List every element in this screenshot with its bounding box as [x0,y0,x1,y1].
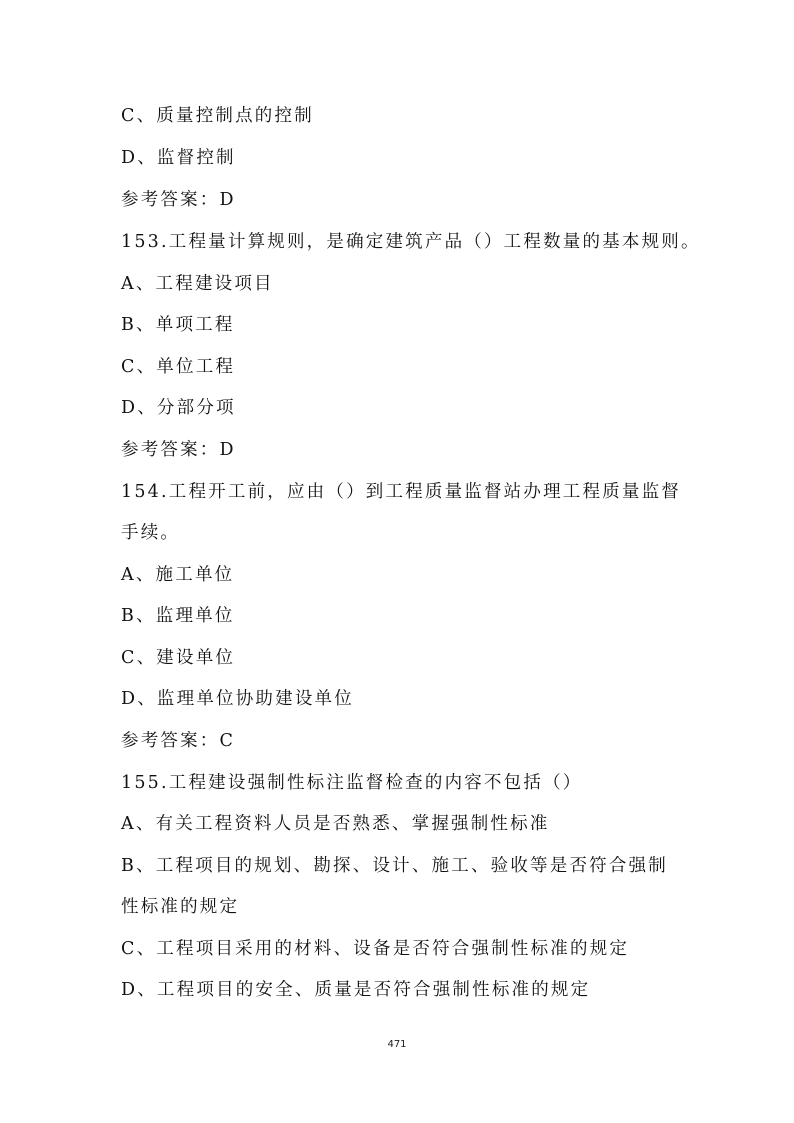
option-a-q154: A、施工单位 [121,565,235,585]
option-b-q153: B、单项工程 [121,315,235,335]
option-b-q154: B、监理单位 [121,606,235,626]
option-d-q155: D、工程项目的安全、质量是否符合强制性标准的规定 [121,980,591,1000]
question-154-line1: 154.工程开工前，应由（）到工程质量监督站办理工程质量监督 [121,482,681,502]
option-d-q154: D、监理单位协助建设单位 [121,689,354,709]
question-154-line2: 手续。 [121,523,181,543]
option-a-q155: A、有关工程资料人员是否熟悉、掌握强制性标准 [121,814,550,834]
option-d-q153: D、分部分项 [121,398,236,418]
option-b-q155-line1: B、工程项目的规划、勘探、设计、施工、验收等是否符合强制 [121,856,668,876]
option-a-q153: A、工程建设项目 [121,274,274,294]
option-d-q152: D、监督控制 [121,148,236,168]
option-c-q152: C、质量控制点的控制 [121,106,314,126]
option-c-q154: C、建设单位 [121,648,236,668]
answer-q152: 参考答案：D [121,190,236,210]
option-c-q155: C、工程项目采用的材料、设备是否符合强制性标准的规定 [121,939,630,959]
option-c-q153: C、单位工程 [121,357,236,377]
option-b-q155-line2: 性标准的规定 [121,897,240,917]
answer-q153: 参考答案：D [121,440,236,460]
question-153: 153.工程量计算规则，是确定建筑产品（）工程数量的基本规则。 [121,232,701,252]
question-155: 155.工程建设强制性标注监督检查的内容不包括（） [121,773,583,793]
answer-q154: 参考答案：C [121,731,236,751]
page-number: 471 [387,1039,407,1050]
